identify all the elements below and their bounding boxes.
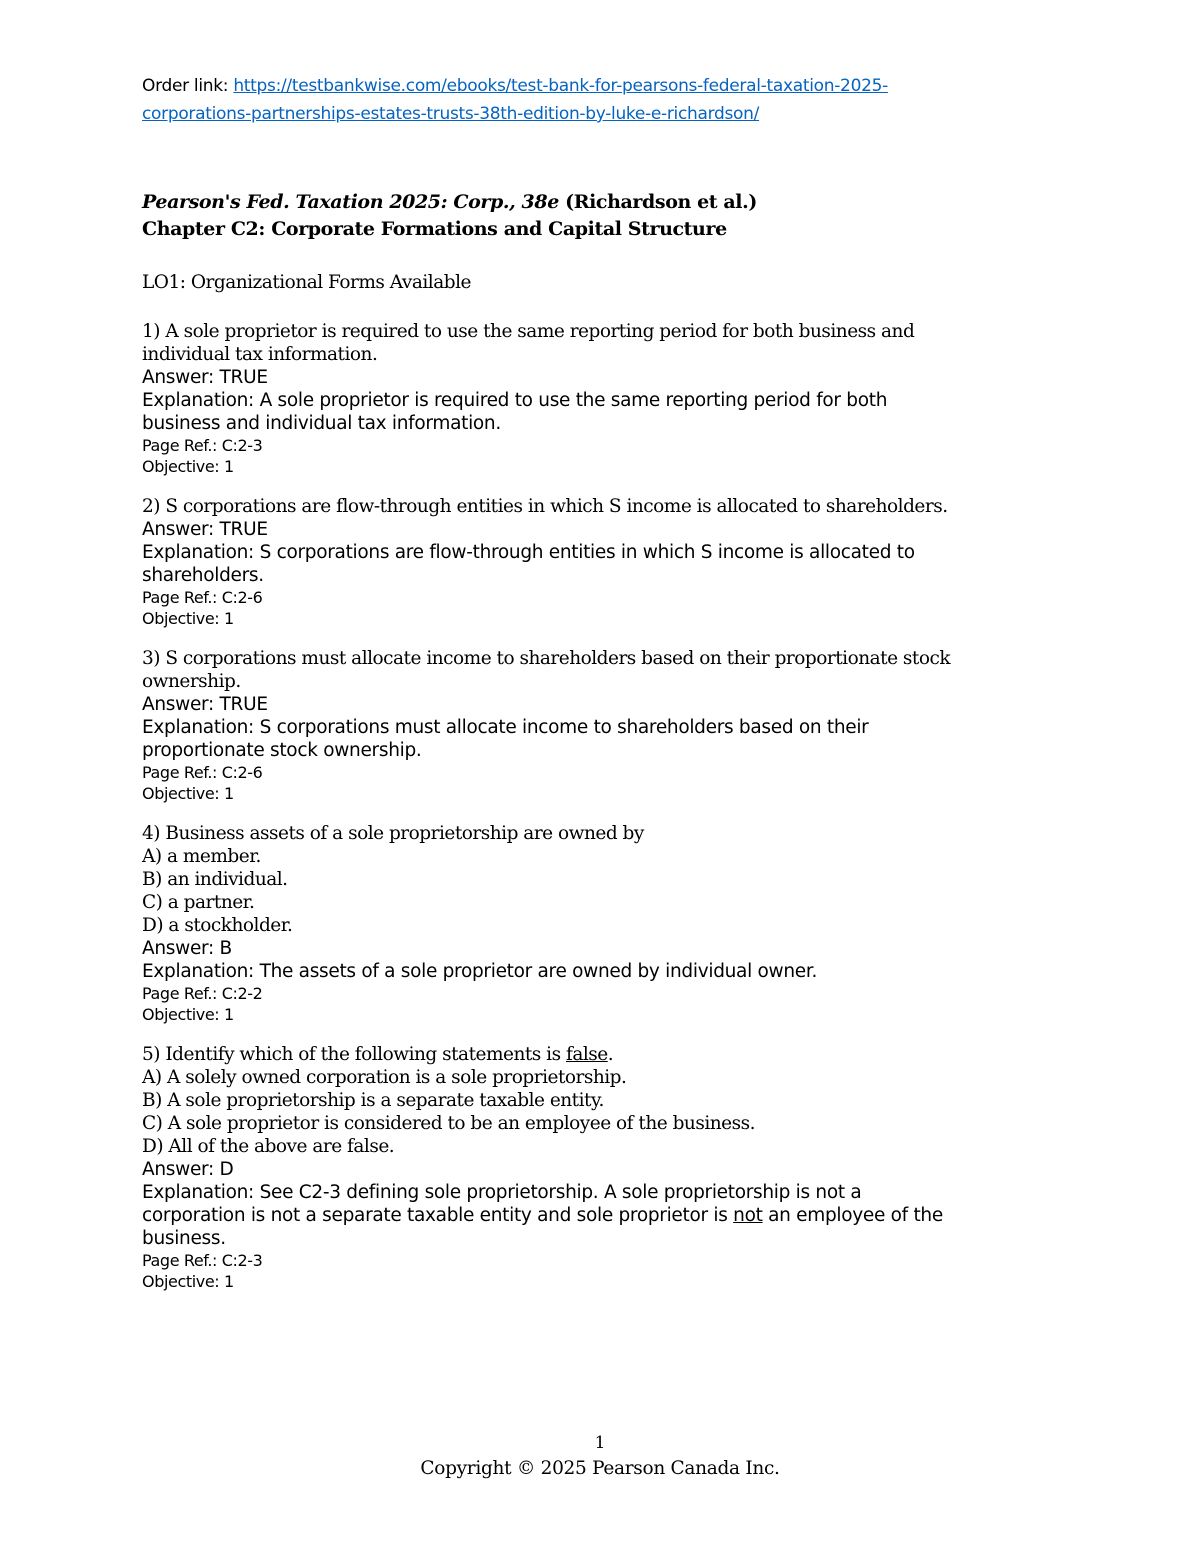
book-authors: (Richardson et al.) xyxy=(558,191,757,213)
question-stem: 2) S corporations are flow-through entities in which S income is allocated to shareholders. xyxy=(142,496,948,517)
option-c: C) a partner. xyxy=(142,892,255,913)
option-a: A) a member. xyxy=(142,846,261,867)
question-5 xyxy=(142,1043,1072,1292)
learning-objective-heading: LO1: Organizational Forms Available xyxy=(142,272,471,293)
page-number: 1 xyxy=(594,1433,606,1453)
order-link-block xyxy=(142,72,1072,128)
page-ref: Page Ref.: C:2-2 xyxy=(142,984,263,1003)
option-d: D) a stockholder. xyxy=(142,915,293,936)
explanation: Explanation: The assets of a sole proprietor are owned by individual owner. xyxy=(142,961,818,982)
option-b: B) A sole proprietorship is a separate taxable entity. xyxy=(142,1090,604,1111)
copyright-notice: Copyright © 2025 Pearson Canada Inc. xyxy=(420,1458,780,1479)
option-b: B) an individual. xyxy=(142,869,288,890)
answer: Answer: TRUE xyxy=(142,519,268,540)
objective: Objective: 1 xyxy=(142,457,234,476)
underlined-word: false xyxy=(565,1044,608,1065)
page-ref: Page Ref.: C:2-3 xyxy=(142,436,263,455)
explanation: Explanation: See C2-3 defining sole proprietorship. A sole proprietorship is not a xyxy=(142,1182,862,1203)
document-title xyxy=(142,189,1072,243)
explanation: Explanation: S corporations are flow-through entities in which S income is allocated to xyxy=(142,542,915,563)
question-1 xyxy=(142,320,1072,477)
order-link-url-part-2[interactable]: corporations-partnerships-estates-trusts-38th-edition-by-luke-e-richardson/ xyxy=(142,104,760,124)
objective: Objective: 1 xyxy=(142,1005,234,1024)
explanation-continued: shareholders. xyxy=(142,565,264,586)
explanation-continued: business. xyxy=(142,1228,226,1249)
objective: Objective: 1 xyxy=(142,609,234,628)
question-4 xyxy=(142,822,1072,1025)
question-stem: 1) A sole proprietor is required to use the same reporting period for both business and xyxy=(142,321,915,342)
explanation: Explanation: S corporations must allocate income to shareholders based on their xyxy=(142,717,869,738)
option-a: A) A solely owned corporation is a sole proprietorship. xyxy=(142,1067,627,1088)
answer: Answer: TRUE xyxy=(142,694,268,715)
objective: Objective: 1 xyxy=(142,784,234,803)
question-list xyxy=(142,320,1072,1292)
order-link-label: Order link: xyxy=(142,76,234,96)
explanation: Explanation: A sole proprietor is required to use the same reporting period for both xyxy=(142,390,888,411)
question-stem-continued: individual tax information. xyxy=(142,344,378,365)
book-title-line xyxy=(142,189,1072,216)
answer: Answer: B xyxy=(142,938,232,959)
question-3 xyxy=(142,647,1072,804)
order-link-line-1 xyxy=(142,72,1072,100)
chapter-title: Chapter C2: Corporate Formations and Capital Structure xyxy=(142,218,727,240)
objective: Objective: 1 xyxy=(142,1272,234,1291)
explanation-text: corporation is not a separate taxable entity and sole proprietor is xyxy=(142,1205,734,1226)
order-link-line-2 xyxy=(142,100,1072,128)
explanation-continued: proportionate stock ownership. xyxy=(142,740,422,761)
page-ref: Page Ref.: C:2-6 xyxy=(142,588,263,607)
order-link-url-part-1[interactable]: https://testbankwise.com/ebooks/test-bank-for-pearsons-federal-taxation-2025- xyxy=(233,76,888,96)
explanation-continued: business and individual tax information. xyxy=(142,413,501,434)
explanation-continued xyxy=(142,1204,1072,1227)
underlined-word: not xyxy=(733,1205,763,1226)
question-2 xyxy=(142,495,1072,629)
page-content xyxy=(142,72,1072,1310)
answer: Answer: TRUE xyxy=(142,367,268,388)
question-stem: 4) Business assets of a sole proprietorship are owned by xyxy=(142,823,644,844)
question-stem xyxy=(142,1043,1072,1066)
explanation-text-end: an employee of the xyxy=(762,1205,943,1226)
book-title: Pearson's Fed. Taxation 2025: Corp., 38e xyxy=(142,191,559,213)
question-stem: 3) S corporations must allocate income to shareholders based on their proportionate stock xyxy=(142,648,951,669)
answer: Answer: D xyxy=(142,1159,234,1180)
page-ref: Page Ref.: C:2-3 xyxy=(142,1251,263,1270)
option-c: C) A sole proprietor is considered to be an employee of the business. xyxy=(142,1113,755,1134)
option-d: D) All of the above are false. xyxy=(142,1136,395,1157)
page-ref: Page Ref.: C:2-6 xyxy=(142,763,263,782)
question-stem-continued: ownership. xyxy=(142,671,241,692)
question-stem-end: . xyxy=(607,1044,614,1065)
question-stem-text: 5) Identify which of the following statements is xyxy=(142,1044,566,1065)
